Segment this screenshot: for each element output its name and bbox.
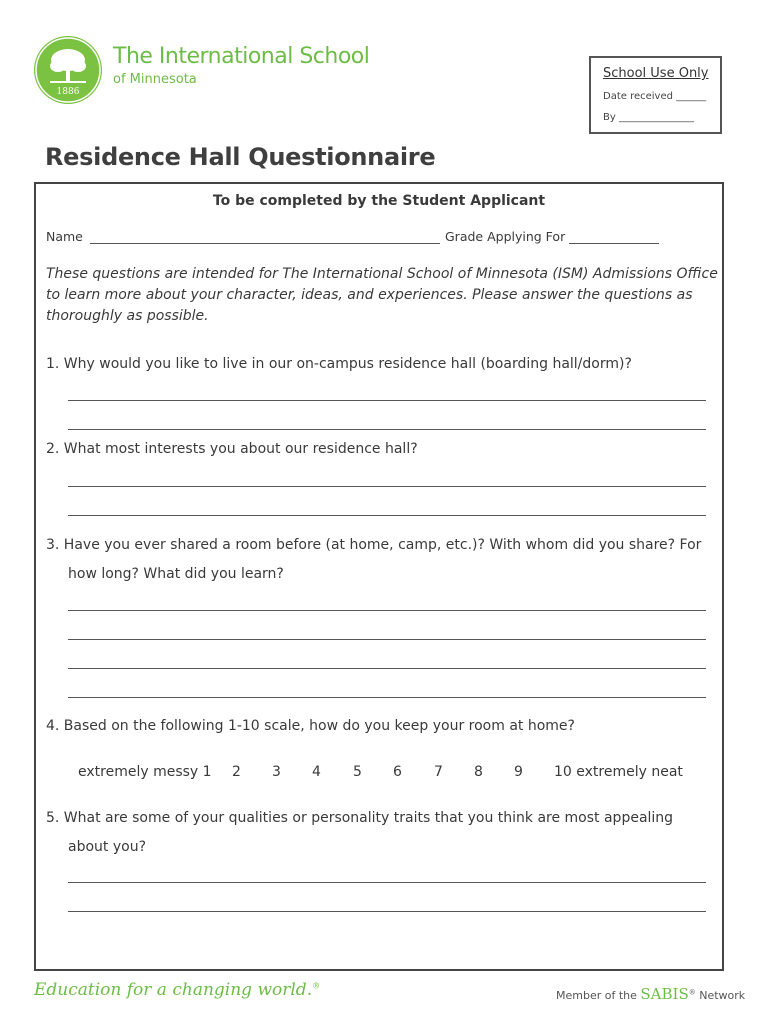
scale-option[interactable]: 5 [353, 764, 362, 780]
scale-option[interactable]: 9 [514, 764, 523, 780]
question-3: 3. Have you ever shared a room before (at home, camp, etc.)? With whom did you share? For [46, 537, 702, 553]
answer-line[interactable] [68, 429, 706, 430]
question-5-cont: about you? [68, 839, 146, 855]
question-3-cont: how long? What did you learn? [68, 566, 284, 582]
intro-line: thoroughly as possible. [46, 308, 209, 324]
answer-line[interactable] [68, 882, 706, 883]
scale-option[interactable]: 3 [272, 764, 281, 780]
grade-input-line[interactable] [569, 243, 659, 244]
school-name: The International School [113, 44, 370, 69]
tagline-mark: ® [312, 981, 321, 991]
question-4: 4. Based on the following 1-10 scale, how do you keep your room at home? [46, 718, 575, 734]
answer-line[interactable] [68, 639, 706, 640]
name-input-line[interactable] [90, 243, 440, 244]
tree-icon [34, 36, 102, 104]
intro-line: to learn more about your character, ideas, and experiences. Please answer the questions as [46, 287, 693, 303]
sabis-member-note [556, 985, 745, 1003]
scale-option[interactable]: 4 [312, 764, 321, 780]
question-1: 1. Why would you like to live in our on-campus residence hall (boarding hall/dorm)? [46, 356, 632, 372]
answer-line[interactable] [68, 610, 706, 611]
answer-line[interactable] [68, 668, 706, 669]
scale-option[interactable]: 6 [393, 764, 402, 780]
form-subtitle: To be completed by the Student Applicant [212, 193, 546, 209]
school-subtitle: of Minnesota [113, 72, 197, 87]
logo-year: 1886 [56, 87, 80, 97]
intro-line: These questions are intended for The International School of Minnesota (ISM) Admissions Office [46, 266, 718, 282]
received-by-field[interactable]: By _______________ [603, 112, 694, 123]
sabis-mark: ® [688, 988, 696, 997]
school-logo [34, 36, 102, 104]
grade-label: Grade Applying For [445, 229, 566, 244]
page-title: Residence Hall Questionnaire [45, 143, 436, 171]
member-prefix: Member of the [556, 989, 637, 1002]
answer-line[interactable] [68, 486, 706, 487]
sabis-logo: SABIS [640, 985, 689, 1003]
scale-high-label[interactable]: 10 extremely neat [554, 764, 683, 780]
answer-line[interactable] [68, 697, 706, 698]
scale-option[interactable]: 8 [474, 764, 483, 780]
school-use-title: School Use Only [603, 66, 709, 81]
date-received-field[interactable]: Date received ______ [603, 91, 707, 102]
answer-line[interactable] [68, 911, 706, 912]
tagline-text: Education for a changing world. [34, 980, 313, 1000]
questionnaire-form [34, 182, 724, 971]
answer-line[interactable] [68, 515, 706, 516]
scale-option[interactable]: 7 [434, 764, 443, 780]
member-suffix: Network [699, 989, 746, 1002]
question-5: 5. What are some of your qualities or personality traits that you think are most appealing [46, 810, 674, 826]
scale-option[interactable]: 2 [232, 764, 241, 780]
school-use-box [589, 56, 722, 134]
scale-low-label[interactable]: extremely messy 1 [78, 764, 212, 780]
question-2: 2. What most interests you about our residence hall? [46, 441, 418, 457]
answer-line[interactable] [68, 400, 706, 401]
name-label: Name [46, 229, 83, 244]
footer-tagline [34, 980, 320, 1000]
